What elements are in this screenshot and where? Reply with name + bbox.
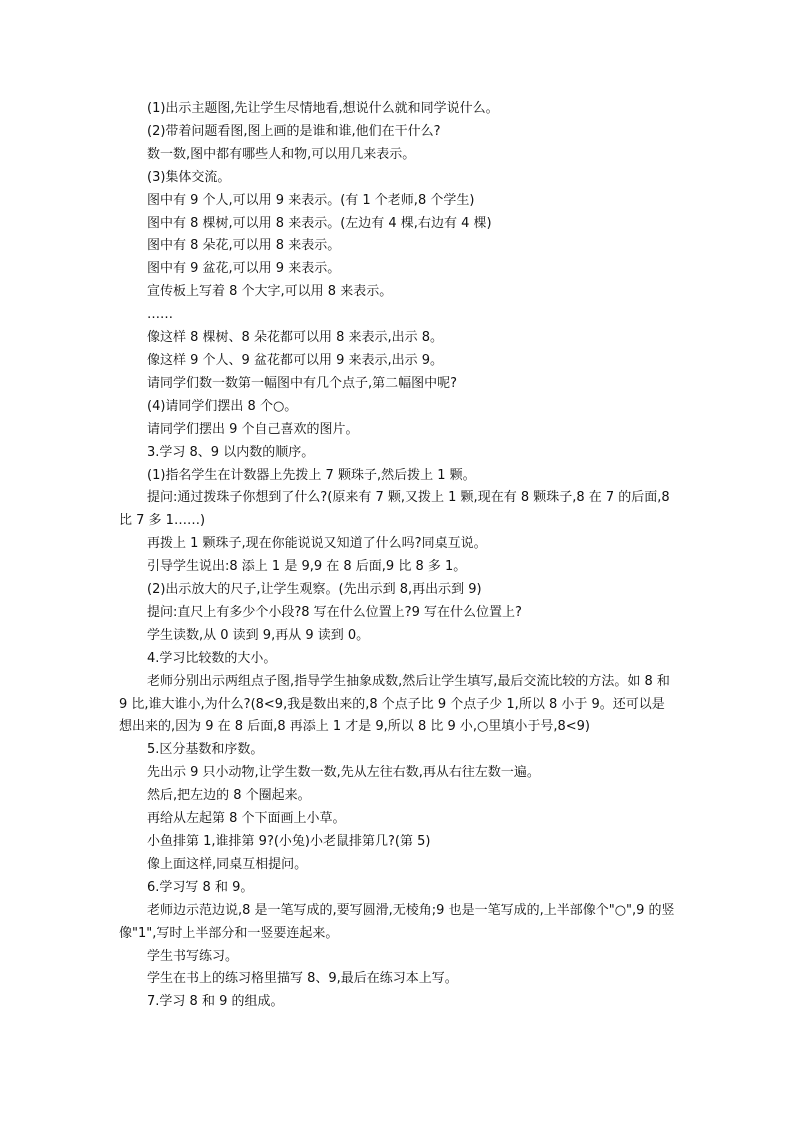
paragraph: 像上面这样,同桌互相提问。 — [147, 856, 308, 872]
paragraph: 宣传板上写着 8 个大字,可以用 8 来表示。 — [147, 284, 393, 300]
paragraph: (2)出示放大的尺子,让学生观察。(先出示到 8,再出示到 9) — [147, 582, 482, 598]
paragraph: 老师边示范边说,8 是一笔写成的,要写圆滑,无棱角;9 也是一笔写成的,上半部像个"○",9 的竖像"1",写时上半部分和一竖要连起来。 — [119, 902, 675, 941]
paragraph: 图中有 8 棵树,可以用 8 来表示。(左边有 4 棵,右边有 4 棵) — [147, 215, 492, 231]
section-heading: 5.区分基数和序数。 — [147, 742, 264, 758]
section-heading: 6.学习写 8 和 9。 — [147, 879, 254, 895]
paragraph: 小鱼排第 1,谁排第 9?(小兔)小老鼠排第几?(第 5) — [147, 834, 431, 849]
section-heading: 3.学习 8、9 以内数的顺序。 — [147, 444, 315, 460]
paragraph: 提问:直尺上有多少个小段?8 写在什么位置上?9 写在什么位置上? — [147, 604, 522, 620]
paragraph: 然后,把左边的 8 个圈起来。 — [147, 788, 311, 804]
paragraph: 先出示 9 只小动物,让学生数一数,先从左往右数,再从右往左数一遍。 — [147, 765, 540, 781]
paragraph: 提问:通过拨珠子你想到了什么?(原来有 7 颗,又拨上 1 颗,现在有 8 颗珠子,8 在 7 的后面,8 比 7 多 1……) — [119, 490, 670, 529]
paragraph: 像这样 9 个人、9 盆花都可以用 9 来表示,出示 9。 — [147, 352, 444, 368]
paragraph: (2)带着问题看图,图上画的是谁和谁,他们在干什么? — [147, 123, 441, 139]
paragraph: 学生读数,从 0 读到 9,再从 9 读到 0。 — [147, 627, 370, 643]
paragraph: 请同学们摆出 9 个自己喜欢的图片。 — [147, 421, 359, 437]
paragraph: 像这样 8 棵树、8 朵花都可以用 8 来表示,出示 8。 — [147, 330, 444, 346]
section-heading: 7.学习 8 和 9 的组成。 — [147, 994, 284, 1010]
paragraph: 图中有 9 个人,可以用 9 来表示。(有 1 个老师,8 个学生) — [147, 192, 475, 208]
paragraph: 学生在书上的练习格里描写 8、9,最后在练习本上写。 — [147, 971, 458, 987]
paragraph: 学生书写练习。 — [147, 948, 239, 964]
paragraph: (4)请同学们摆出 8 个○。 — [147, 398, 298, 414]
paragraph: 图中有 9 盆花,可以用 9 来表示。 — [147, 261, 341, 277]
section-heading: 4.学习比较数的大小。 — [147, 650, 277, 666]
paragraph: 图中有 8 朵花,可以用 8 来表示。 — [147, 238, 341, 254]
paragraph: 再给从左起第 8 个下面画上小草。 — [147, 811, 346, 827]
document-body — [119, 98, 675, 1014]
paragraph: (1)指名学生在计数器上先拨上 7 颗珠子,然后拨上 1 颗。 — [147, 467, 476, 483]
paragraph: 老师分别出示两组点子图,指导学生抽象成数,然后让学生填写,最后交流比较的方法。如 8 和 9 比,谁大谁小,为什么?(8<9,我是数出来的,8 个点子比 9 个点子少 1,所以 8 小于 9。还可以是想出来的,因为 9 在 8 后面,8 再添上 1 才是 9,所以 8 比 9 小,○里填小于号,8<9) — [119, 673, 670, 735]
paragraph: 数一数,图中都有哪些人和物,可以用几来表示。 — [147, 146, 416, 162]
paragraph: 请同学们数一数第一幅图中有几个点子,第二幅图中呢? — [147, 375, 458, 391]
ellipsis-line: …… — [147, 307, 173, 323]
paragraph: 再拨上 1 颗珠子,现在你能说说又知道了什么吗?同桌互说。 — [147, 536, 487, 552]
paragraph: (3)集体交流。 — [147, 169, 231, 185]
paragraph: 引导学生说出:8 添上 1 是 9,9 在 8 后面,9 比 8 多 1。 — [147, 559, 467, 575]
paragraph: (1)出示主题图,先让学生尽情地看,想说什么就和同学说什么。 — [147, 101, 499, 116]
